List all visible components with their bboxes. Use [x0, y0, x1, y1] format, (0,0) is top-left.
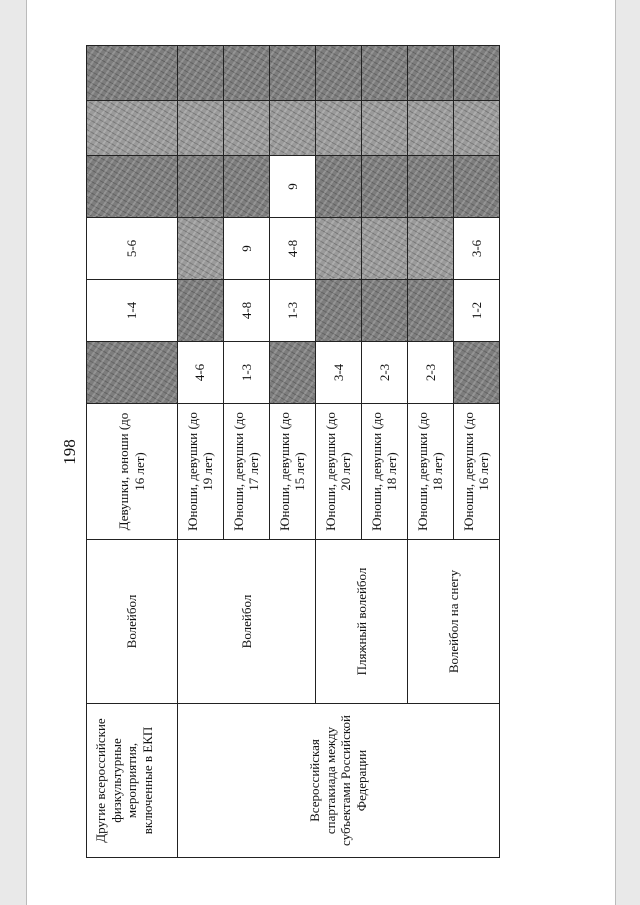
shaded-cell: [361, 46, 407, 101]
age-group-cell: Юноши, девушки (до 17 лет): [223, 404, 269, 540]
value-cell: 4-6: [177, 342, 223, 404]
shaded-cell: [407, 156, 453, 218]
page-number: 198: [60, 439, 79, 465]
shaded-cell: [407, 218, 453, 280]
shaded-cell: [453, 46, 499, 101]
age-group-cell: Юноши, девушки (до 18 лет): [407, 404, 453, 540]
shaded-cell: [177, 280, 223, 342]
value-cell: 3-6: [453, 218, 499, 280]
value-cell: 2-3: [407, 342, 453, 404]
shaded-cell: [87, 101, 178, 156]
header-other-events: Другие всероссийские физкультурные мероприятия, включенные в ЕКП: [87, 704, 178, 858]
shaded-cell: [315, 156, 361, 218]
header-age-group: Девушки, юноши (до 16 лет): [87, 404, 178, 540]
shaded-cell: [87, 46, 178, 101]
value-cell: 1-3: [269, 280, 315, 342]
shaded-cell: [177, 101, 223, 156]
value-cell: 2-3: [361, 342, 407, 404]
shaded-cell: [361, 218, 407, 280]
shaded-cell: [177, 46, 223, 101]
header-cell: 1-4: [87, 280, 178, 342]
shaded-cell: [87, 342, 178, 404]
document-page: [26, 0, 616, 905]
value-cell: 3-4: [315, 342, 361, 404]
shaded-cell: [361, 280, 407, 342]
shaded-cell: [223, 46, 269, 101]
rotated-content: [60, 46, 500, 858]
discipline-beach-volleyball: Пляжный волейбол: [315, 540, 407, 704]
shaded-cell: [453, 342, 499, 404]
age-group-cell: Юноши, девушки (до 19 лет): [177, 404, 223, 540]
sports-table: [86, 45, 500, 858]
value-cell: 1-2: [453, 280, 499, 342]
shaded-cell: [223, 101, 269, 156]
shaded-cell: [177, 156, 223, 218]
age-group-cell: Юноши, девушки (до 16 лет): [453, 404, 499, 540]
shaded-cell: [407, 280, 453, 342]
event-name: Всероссийская спартакиада между субъектами Российской Федерации: [177, 704, 499, 858]
shaded-cell: [269, 101, 315, 156]
shaded-cell: [361, 101, 407, 156]
shaded-cell: [315, 46, 361, 101]
shaded-cell: [453, 101, 499, 156]
shaded-cell: [223, 156, 269, 218]
age-group-cell: Юноши, девушки (до 15 лет): [269, 404, 315, 540]
shaded-cell: [407, 46, 453, 101]
age-group-cell: Юноши, девушки (до 20 лет): [315, 404, 361, 540]
shaded-cell: [453, 156, 499, 218]
value-cell: 4-8: [269, 218, 315, 280]
shaded-cell: [315, 280, 361, 342]
shaded-cell: [269, 342, 315, 404]
table-row: [177, 46, 223, 858]
shaded-cell: [315, 218, 361, 280]
shaded-cell: [315, 101, 361, 156]
shaded-cell: [269, 46, 315, 101]
discipline-volleyball: Волейбол: [177, 540, 315, 704]
value-cell: 9: [223, 218, 269, 280]
value-cell: 1-3: [223, 342, 269, 404]
age-group-cell: Юноши, девушки (до 18 лет): [361, 404, 407, 540]
shaded-cell: [361, 156, 407, 218]
header-cell: 5-6: [87, 218, 178, 280]
shaded-cell: [87, 156, 178, 218]
header-discipline: Волейбол: [87, 540, 178, 704]
value-cell: 9: [269, 156, 315, 218]
shaded-cell: [177, 218, 223, 280]
table-row: [87, 46, 178, 858]
shaded-cell: [407, 101, 453, 156]
discipline-snow-volleyball: Волейбол на снегу: [407, 540, 499, 704]
value-cell: 4-8: [223, 280, 269, 342]
